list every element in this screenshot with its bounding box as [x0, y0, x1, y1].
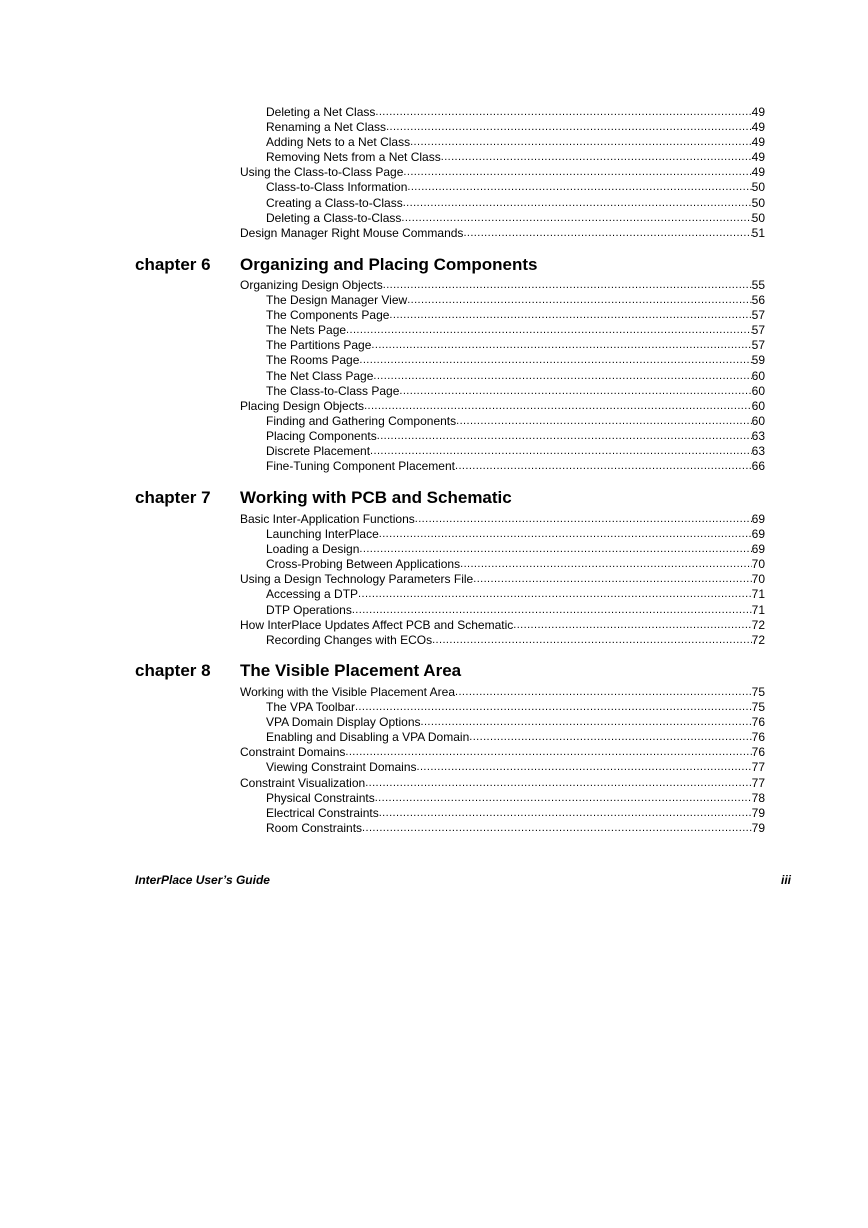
toc-entry-title: Organizing Design Objects	[240, 278, 383, 292]
toc-entry[interactable]	[240, 557, 765, 572]
toc-entry-title: Discrete Placement	[266, 444, 371, 459]
chapter-8-label: chapter 8	[135, 661, 211, 680]
toc-entry[interactable]	[240, 821, 765, 836]
toc-entry-page: 78	[751, 790, 765, 805]
toc-entry-page: 75	[751, 685, 765, 699]
toc-dot-leader	[365, 776, 751, 791]
toc-entry-page: 57	[751, 338, 765, 353]
toc-entry-page: 69	[751, 512, 765, 526]
toc-entry[interactable]	[240, 353, 765, 368]
toc-entry[interactable]	[240, 700, 765, 715]
toc-entry[interactable]	[240, 399, 765, 414]
toc-entry-page: 57	[751, 308, 765, 323]
toc-entry-title: Design Manager Right Mouse Commands	[240, 225, 464, 240]
toc-dot-leader	[375, 105, 751, 120]
toc-entry-page: 63	[751, 428, 765, 443]
toc-entry-page: 50	[751, 180, 765, 195]
toc-entry-page: 49	[751, 120, 765, 135]
toc-dot-leader	[359, 542, 751, 557]
toc-entry[interactable]	[240, 760, 765, 775]
toc-entry[interactable]	[240, 572, 765, 587]
toc-entry-title: Renaming a Net Class	[266, 120, 387, 135]
toc-entry-page: 57	[751, 323, 765, 338]
toc-chapter-7-block	[240, 512, 765, 648]
toc-entry[interactable]	[240, 278, 765, 293]
toc-entry-title: Deleting a Net Class	[266, 105, 376, 119]
toc-entry-page: 69	[751, 527, 765, 542]
toc-entry-title: Using the Class-to-Class Page	[240, 165, 404, 180]
toc-entry-page: 49	[751, 105, 765, 119]
toc-entry-title: Enabling and Disabling a VPA Domain	[266, 730, 470, 745]
toc-entry-page: 79	[751, 820, 765, 835]
toc-entry[interactable]	[240, 226, 765, 241]
toc-entry[interactable]	[240, 715, 765, 730]
toc-entry-title: Adding Nets to a Net Class	[266, 135, 411, 150]
footer-page-number: iii	[780, 873, 791, 887]
toc-entry[interactable]	[240, 338, 765, 353]
toc-entry-title: Viewing Constraint Domains	[266, 760, 417, 775]
toc-dot-leader	[513, 618, 751, 633]
toc-entry[interactable]	[240, 444, 765, 459]
toc-entry-page: 76	[751, 715, 765, 730]
toc-entry-title: Using a Design Technology Parameters File	[240, 572, 474, 587]
toc-dot-leader	[417, 760, 752, 775]
toc-entry[interactable]	[240, 806, 765, 821]
toc-entry-page: 76	[751, 730, 765, 745]
toc-entry[interactable]	[240, 587, 765, 602]
toc-dot-leader	[345, 745, 751, 760]
toc-entry[interactable]	[240, 308, 765, 323]
toc-entry-page: 70	[751, 557, 765, 572]
toc-dot-leader	[460, 557, 752, 572]
toc-entry-title: Electrical Constraints	[266, 805, 379, 820]
toc-entry-title: How InterPlace Updates Affect PCB and Schematic	[240, 617, 514, 632]
toc-entry[interactable]	[240, 196, 765, 211]
toc-entry-title: Class-to-Class Information	[266, 180, 408, 195]
toc-entry-title: Removing Nets from a Net Class	[266, 150, 441, 165]
toc-entry[interactable]	[240, 150, 765, 165]
toc-dot-leader	[359, 353, 751, 368]
toc-dot-leader	[401, 211, 751, 226]
toc-entry-title: Constraint Visualization	[240, 775, 366, 790]
toc-dot-leader	[456, 414, 752, 429]
toc-dot-leader	[403, 196, 752, 211]
toc-dot-leader	[352, 603, 752, 618]
toc-dot-leader	[407, 180, 751, 195]
toc-dot-leader	[407, 293, 751, 308]
toc-entry[interactable]	[240, 685, 765, 700]
toc-entry[interactable]	[240, 730, 765, 745]
toc-entry-title: Launching InterPlace	[266, 527, 379, 542]
toc-dot-leader	[370, 444, 752, 459]
toc-dot-leader	[373, 369, 751, 384]
toc-entry[interactable]	[240, 135, 765, 150]
toc-entry-page: 72	[751, 632, 765, 647]
toc-entry[interactable]	[240, 429, 765, 444]
toc-entry[interactable]	[240, 293, 765, 308]
footer-guide-title: InterPlace User’s Guide	[135, 873, 270, 887]
toc-dot-leader	[463, 226, 751, 241]
toc-entry-page: 70	[751, 572, 765, 587]
toc-entry[interactable]	[240, 165, 765, 180]
toc-entry[interactable]	[240, 745, 765, 760]
toc-entry-page: 49	[751, 150, 765, 165]
toc-dot-leader	[377, 429, 752, 444]
toc-dot-leader	[355, 700, 752, 715]
toc-dot-leader	[358, 587, 752, 602]
toc-entry-page: 60	[751, 368, 765, 383]
toc-dot-leader	[455, 685, 752, 700]
toc-entry-page: 77	[751, 775, 765, 790]
toc-entry[interactable]	[240, 633, 765, 648]
toc-entry-title: Deleting a Class-to-Class	[266, 210, 402, 225]
toc-dot-leader	[469, 730, 751, 745]
toc-entry-page: 63	[751, 444, 765, 459]
toc-entry-page: 71	[751, 602, 765, 617]
toc-entry-page: 59	[751, 353, 765, 368]
toc-entry-title: Creating a Class-to-Class	[266, 195, 403, 210]
toc-entry-page: 60	[751, 413, 765, 428]
toc-dot-leader	[375, 791, 752, 806]
toc-entry-title: The VPA Toolbar	[266, 700, 355, 715]
toc-entry-page: 66	[751, 459, 765, 474]
toc-entry-title: Room Constraints	[266, 820, 363, 835]
toc-dot-leader	[364, 399, 752, 414]
toc-entry-title: The Partitions Page	[266, 338, 372, 353]
toc-entry-title: Accessing a DTP	[266, 587, 359, 602]
toc-entry-page: 69	[751, 542, 765, 557]
toc-entry[interactable]	[240, 369, 765, 384]
toc-dot-leader	[346, 323, 752, 338]
toc-dot-leader	[379, 806, 752, 821]
toc-dot-leader	[362, 821, 752, 836]
toc-entry-page: 60	[751, 398, 765, 413]
toc-entry-title: Cross-Probing Between Applications	[266, 557, 461, 572]
chapter-6-label: chapter 6	[135, 255, 211, 274]
chapter-8-title: The Visible Placement Area	[240, 661, 462, 680]
toc-entry[interactable]	[240, 414, 765, 429]
toc-intro-block	[240, 105, 765, 241]
toc-entry-title: The Net Class Page	[266, 368, 374, 383]
toc-entry-title: Finding and Gathering Components	[266, 413, 457, 428]
toc-dot-leader	[379, 527, 752, 542]
toc-entry-title: The Rooms Page	[266, 353, 360, 368]
toc-entry-page: 50	[751, 210, 765, 225]
chapter-6-title: Organizing and Placing Components	[240, 255, 538, 274]
toc-dot-leader	[432, 633, 752, 648]
toc-entry-page: 76	[751, 745, 765, 760]
toc-entry-title: Loading a Design	[266, 542, 360, 557]
toc-entry-page: 50	[751, 195, 765, 210]
toc-entry[interactable]	[240, 211, 765, 226]
toc-entry-title: VPA Domain Display Options	[266, 715, 421, 730]
toc-dot-leader	[389, 308, 751, 323]
toc-entry-page: 60	[751, 383, 765, 398]
toc-entry-page: 49	[751, 165, 765, 180]
toc-dot-leader	[386, 120, 752, 135]
toc-entry[interactable]	[240, 776, 765, 791]
toc-entry[interactable]	[240, 512, 765, 527]
toc-dot-leader	[410, 135, 752, 150]
toc-dot-leader	[455, 459, 752, 474]
toc-dot-leader	[371, 338, 751, 353]
toc-entry-page: 72	[751, 617, 765, 632]
toc-entry-title: The Design Manager View	[266, 293, 408, 308]
toc-entry-page: 75	[751, 700, 765, 715]
toc-entry[interactable]	[240, 180, 765, 195]
toc-dot-leader	[403, 165, 751, 180]
toc-entry-page: 56	[751, 293, 765, 308]
toc-entry[interactable]	[240, 105, 765, 120]
toc-entry-title: Fine-Tuning Component Placement	[266, 459, 455, 474]
toc-entry[interactable]	[240, 459, 765, 474]
toc-entry-page: 51	[751, 225, 765, 240]
toc-chapter-8-block	[240, 685, 765, 836]
toc-entry-title: Placing Design Objects	[240, 398, 365, 413]
toc-entry-page: 55	[751, 278, 765, 292]
toc-entry-title: Physical Constraints	[266, 790, 375, 805]
toc-entry-title: Working with the Visible Placement Area	[240, 685, 455, 699]
toc-entry[interactable]	[240, 384, 765, 399]
toc-entry-title: The Class-to-Class Page	[266, 383, 400, 398]
toc-entry-title: The Nets Page	[266, 323, 347, 338]
toc-entry-page: 79	[751, 805, 765, 820]
toc-entry[interactable]	[240, 618, 765, 633]
toc-entry[interactable]	[240, 323, 765, 338]
toc-entry[interactable]	[240, 542, 765, 557]
toc-entry-title: Placing Components	[266, 428, 377, 443]
toc-entry-title: Constraint Domains	[240, 745, 346, 760]
toc-dot-leader	[399, 384, 751, 399]
chapter-7-title: Working with PCB and Schematic	[240, 488, 512, 507]
toc-dot-leader	[421, 715, 752, 730]
toc-entry[interactable]	[240, 120, 765, 135]
toc-entry-title: Recording Changes with ECOs	[266, 632, 433, 647]
toc-entry-page: 49	[751, 135, 765, 150]
toc-entry[interactable]	[240, 527, 765, 542]
chapter-7-label: chapter 7	[135, 488, 211, 507]
toc-chapter-6-block	[240, 278, 765, 474]
toc-entry[interactable]	[240, 603, 765, 618]
toc-entry[interactable]	[240, 791, 765, 806]
toc-dot-leader	[415, 512, 752, 527]
toc-entry-page: 71	[751, 587, 765, 602]
toc-entry-title: DTP Operations	[266, 602, 352, 617]
toc-dot-leader	[441, 150, 752, 165]
toc-entry-title: Basic Inter-Application Functions	[240, 512, 415, 526]
toc-entry-title: The Components Page	[266, 308, 390, 323]
toc-entry-page: 77	[751, 760, 765, 775]
toc-dot-leader	[473, 572, 751, 587]
toc-dot-leader	[383, 278, 752, 293]
